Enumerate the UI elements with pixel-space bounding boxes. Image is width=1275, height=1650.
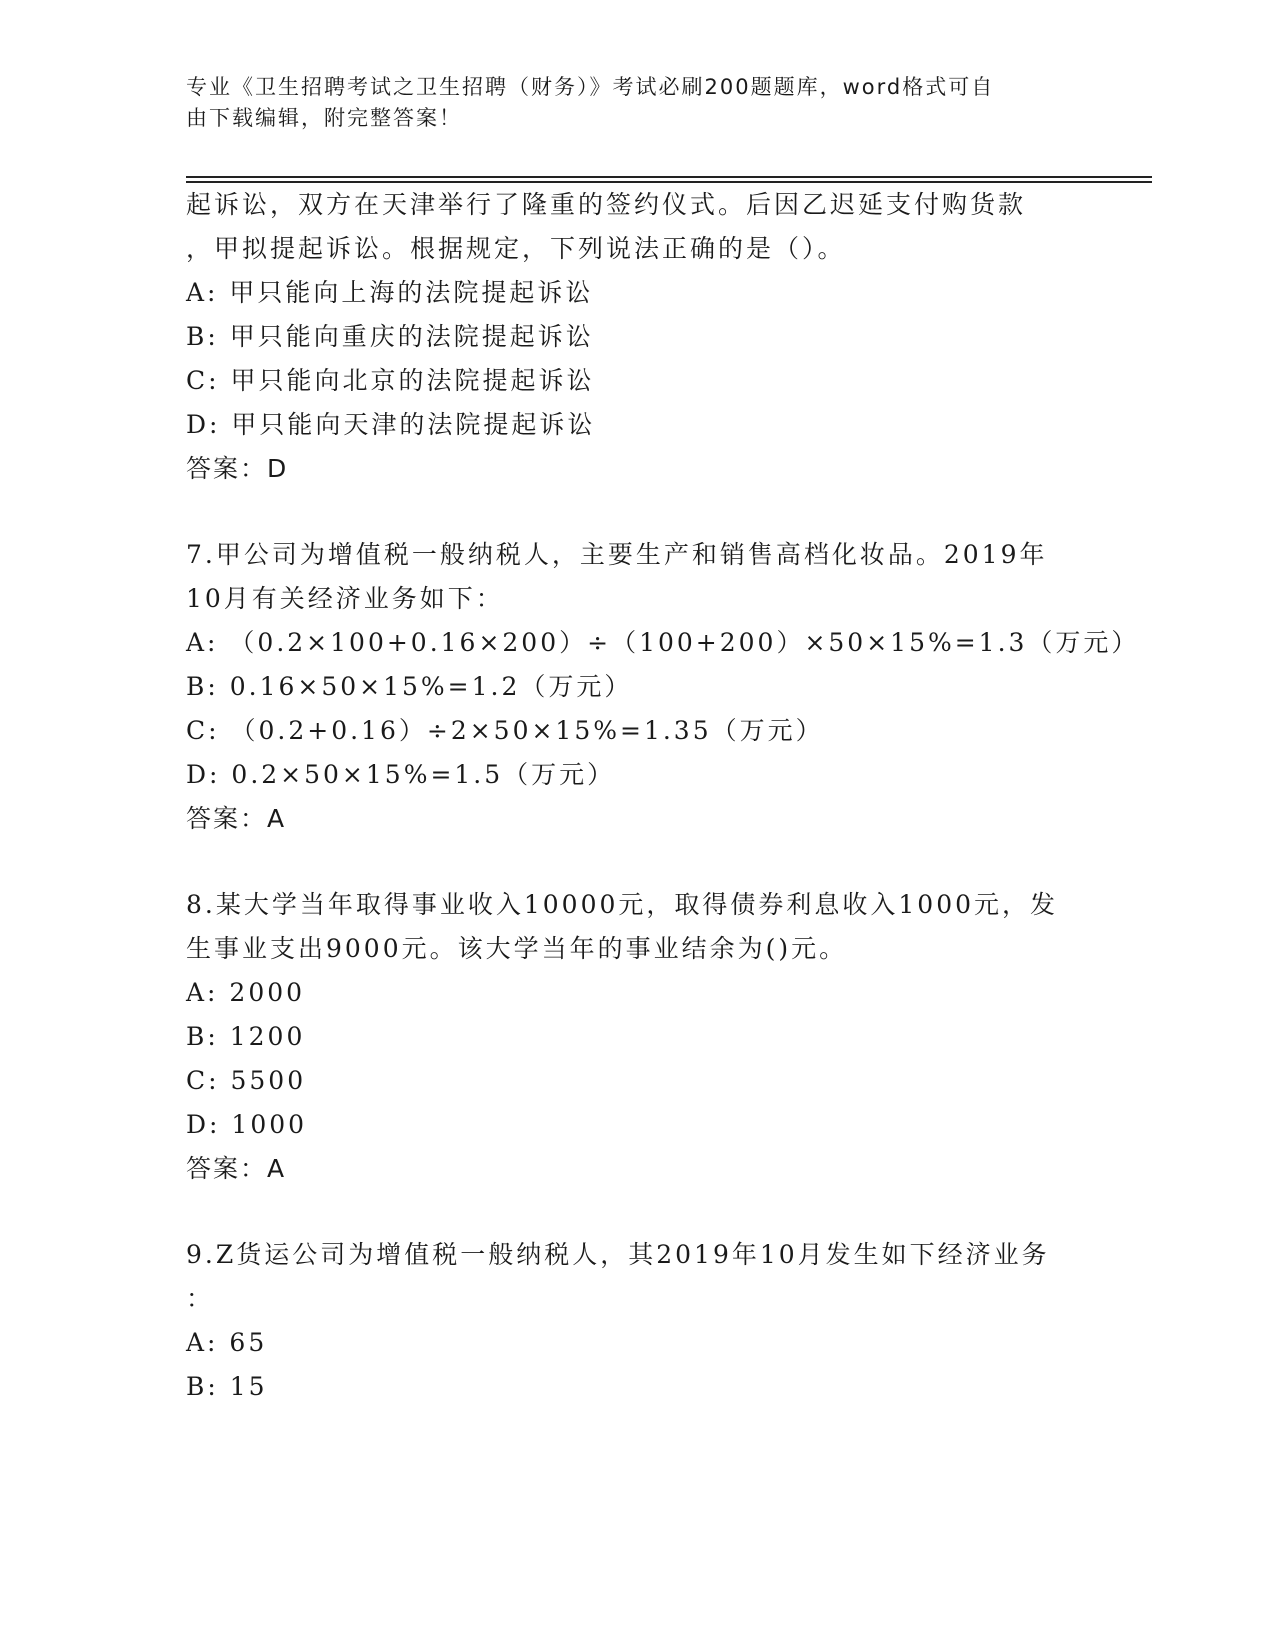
q7-stem-line-2: 10月有关经济业务如下：	[186, 584, 504, 613]
q8-stem-line-2: 生事业支出9000元。该大学当年的事业结余为()元。	[186, 934, 848, 963]
q6-option-b: B: 甲只能向重庆的法院提起诉讼	[186, 322, 594, 351]
q8-option-d: D: 1000	[186, 1110, 308, 1139]
q7-stem-line-1: 7.甲公司为增值税一般纳税人，主要生产和销售高档化妆品。2019年	[186, 540, 1048, 569]
q8-option-c: C: 5500	[186, 1066, 307, 1095]
header-divider-top	[186, 176, 1152, 178]
q9-stem-line-2: ：	[186, 1284, 215, 1313]
q6-answer: 答案：D	[186, 454, 289, 483]
header-line-2: 由下载编辑，附完整答案！	[186, 106, 462, 130]
q8-stem-line-1: 8.某大学当年取得事业收入10000元，取得债券利息收入1000元，发	[186, 890, 1059, 919]
q8-answer: 答案：A	[186, 1154, 287, 1183]
q8-option-b: B: 1200	[186, 1022, 306, 1051]
document-header	[186, 72, 1066, 134]
q6-option-a: A: 甲只能向上海的法院提起诉讼	[186, 278, 594, 307]
header-divider-bottom	[186, 181, 1152, 183]
q6-option-c: C: 甲只能向北京的法院提起诉讼	[186, 366, 595, 395]
q6-stem-line-1: 起诉讼，双方在天津举行了隆重的签约仪式。后因乙迟延支付购货款	[186, 190, 1027, 219]
q7-option-a: A: （0.2×100+0.16×200）÷（100+200）×50×15%=1.3（万元）	[186, 628, 1140, 657]
q7-option-b: B: 0.16×50×15%=1.2（万元）	[186, 672, 633, 701]
q6-option-d: D: 甲只能向天津的法院提起诉讼	[186, 410, 596, 439]
q8-option-a: A: 2000	[186, 978, 306, 1007]
q9-option-a: A: 65	[186, 1328, 268, 1357]
q9-stem-line-1: 9.Z货运公司为增值税一般纳税人，其2019年10月发生如下经济业务	[186, 1240, 1050, 1269]
q9-option-b: B: 15	[186, 1372, 268, 1401]
q6-stem-line-2: ，甲拟提起诉讼。根据规定，下列说法正确的是（）。	[186, 234, 846, 263]
q7-answer: 答案：A	[186, 804, 287, 833]
q7-option-d: D: 0.2×50×15%=1.5（万元）	[186, 760, 616, 789]
header-line-1: 专业《卫生招聘考试之卫生招聘（财务）》考试必刷200题题库，word格式可自	[186, 75, 995, 99]
q7-option-c: C: （0.2+0.16）÷2×50×15%=1.35（万元）	[186, 716, 824, 745]
